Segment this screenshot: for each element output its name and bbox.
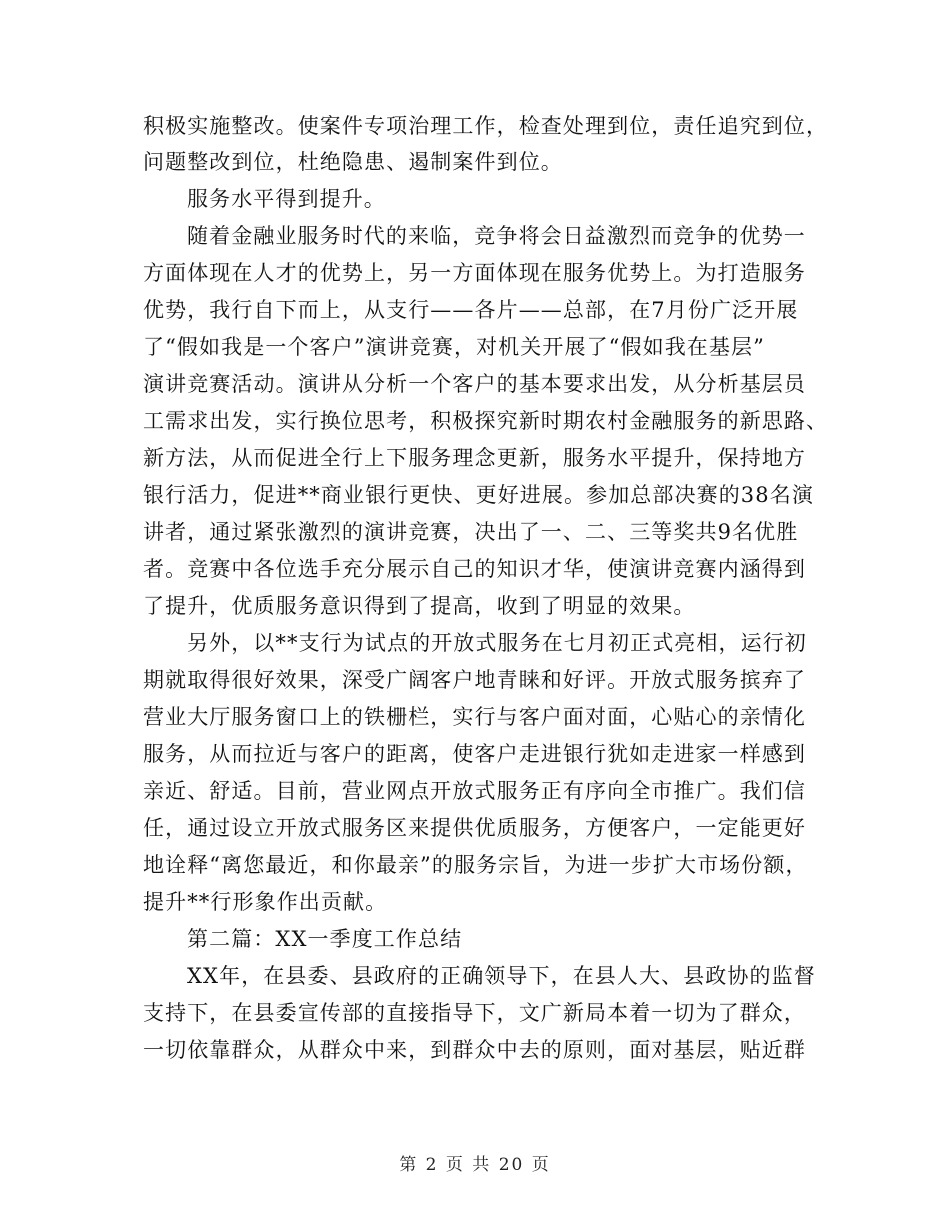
paragraph-line: 另外，以**支行为试点的开放式服务在七月初正式亮相，运行初	[187, 631, 807, 655]
paragraph-line: 营业大厅服务窗口上的铁栅栏，实行与客户面对面，心贴心的亲情化	[143, 705, 806, 729]
paragraph-line: 方面体现在人才的优势上，另一方面体现在服务优势上。为打造服务	[143, 261, 806, 285]
paragraph-line: 讲者，通过紧张激烈的演讲竞赛，决出了一、二、三等奖共9名优胜	[143, 520, 799, 544]
paragraph-line: 了提升，优质服务意识得到了提高，收到了明显的效果。	[143, 594, 696, 618]
paragraph-line: XX年，在县委、县政府的正确领导下，在县人大、县政协的监督	[187, 964, 816, 988]
paragraph-line: 者。竞赛中各位选手充分展示自己的知识才华，使演讲竞赛内涵得到	[143, 557, 806, 581]
paragraph-line: 工需求出发，实行换位思考，积极探究新时期农村金融服务的新思路、	[143, 409, 829, 433]
paragraph-line: 期就取得很好效果，深受广阔客户地青睐和好评。开放式服务摈弃了	[143, 668, 806, 692]
paragraph-line: 积极实施整改。使案件专项治理工作，检查处理到位，责任追究到位，	[143, 114, 829, 138]
paragraph-line: 优势，我行自下而上，从支行——各片——总部，在7月份广泛开展	[143, 298, 799, 322]
paragraph-line: 任，通过设立开放式服务区来提供优质服务，方便客户，一定能更好	[143, 816, 806, 840]
section-subheading: 服务水平得到提升。	[187, 187, 386, 211]
paragraph-line: 了“假如我是一个客户”演讲竞赛，对机关开展了“假如我在基层”	[143, 335, 765, 359]
paragraph-line: 演讲竞赛活动。演讲从分析一个客户的基本要求出发，从分析基层员	[143, 372, 806, 396]
paragraph-line: 提升**行形象作出贡献。	[143, 890, 388, 914]
page-number-footer: 第 2 页 共 20 页	[399, 1155, 551, 1175]
paragraph-line: 支持下，在县委宣传部的直接指导下，文广新局本着一切为了群众，	[143, 1001, 806, 1025]
paragraph-line: 新方法，从而促进全行上下服务理念更新，服务水平提升，保持地方	[143, 446, 806, 470]
paragraph-line: 随着金融业服务时代的来临，竞争将会日益激烈而竞争的优势一	[187, 224, 806, 248]
paragraph-line: 一切依靠群众，从群众中来，到群众中去的原则，面对基层，贴近群	[143, 1038, 806, 1062]
paragraph-line: 亲近、舒适。目前，营业网点开放式服务正有序向全市推广。我们信	[143, 779, 806, 803]
paragraph-line: 地诠释“离您最近，和你最亲”的服务宗旨，为进一步扩大市场份额，	[143, 853, 808, 877]
section-heading: 第二篇：XX一季度工作总结	[187, 927, 463, 951]
paragraph-line: 问题整改到位，杜绝隐患、遏制案件到位。	[143, 150, 563, 174]
paragraph-line: 银行活力，促进**商业银行更快、更好进展。参加总部决赛的38名演	[143, 483, 814, 507]
paragraph-line: 服务，从而拉近与客户的距离，使客户走进银行犹如走进家一样感到	[143, 742, 806, 766]
